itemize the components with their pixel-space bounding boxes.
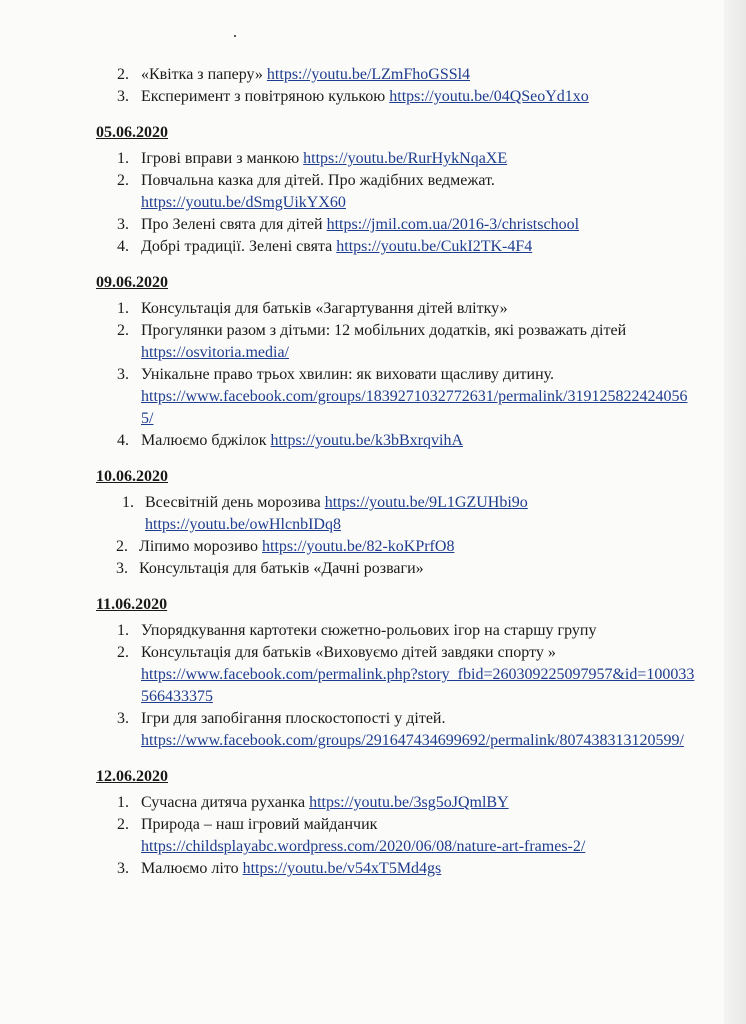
list-item <box>96 298 696 320</box>
item-link[interactable]: https://youtu.be/82-koKPrfO8 <box>262 538 455 555</box>
item-text: Консультація для батьків «Дачні розваги» <box>139 560 424 577</box>
item-text: Малюємо бджілок <box>141 432 267 449</box>
item-text: Природа – наш ігровий майданчик <box>141 816 378 833</box>
item-text: Добрі традиції. Зелені свята <box>141 238 333 255</box>
item-link[interactable]: https://www.facebook.com/groups/291647434699692/permalink/807438313120599/ <box>141 732 684 749</box>
item-link[interactable]: https://childsplayabc.wordpress.com/2020/06/08/nature-art-frames-2/ <box>141 838 586 855</box>
item-number: 1. <box>117 622 129 639</box>
item-list <box>96 792 696 880</box>
item-number: 3. <box>117 710 129 727</box>
item-number: 2. <box>116 538 128 555</box>
section-10-06-2020 <box>96 466 696 580</box>
item-list <box>96 64 696 108</box>
list-item <box>96 792 696 814</box>
item-link[interactable]: https://www.facebook.com/groups/1839271032772631/permalink/3191258224240565/ <box>141 388 688 427</box>
item-text: Ігрові вправи з манкою <box>141 150 300 167</box>
item-link[interactable]: https://osvitoria.media/ <box>141 344 289 361</box>
item-number: 4. <box>117 238 129 255</box>
item-text: Ліпимо морозиво <box>139 538 258 555</box>
list-item <box>96 364 696 430</box>
list-item <box>96 620 696 642</box>
item-number: 3. <box>117 366 129 383</box>
section-date: 10.06.2020 <box>96 468 168 485</box>
list-item <box>96 708 696 752</box>
item-number: 4. <box>117 432 129 449</box>
item-text: «Квітка з паперу» <box>141 66 263 83</box>
section-date: 09.06.2020 <box>96 274 168 291</box>
list-item <box>96 86 696 108</box>
item-link[interactable]: https://youtu.be/owHlcnbIDq8 <box>145 516 341 533</box>
item-link[interactable]: https://youtu.be/k3bBxrqvihA <box>270 432 463 449</box>
item-text: Консультація для батьків «Загартування дітей влітку» <box>141 300 508 317</box>
list-item <box>96 858 696 880</box>
page-edge-shadow <box>724 0 746 1024</box>
item-number: 1. <box>122 494 134 511</box>
item-text: Консультація для батьків «Виховуємо дітей завдяки спорту » <box>141 644 556 661</box>
item-text: Упорядкування картотеки сюжетно-рольових ігор на старшу групу <box>141 622 597 639</box>
item-link[interactable]: https://youtu.be/CukI2TK-4F4 <box>336 238 533 255</box>
item-text: Повчальна казка для дітей. Про жадібних ведмежат. <box>141 172 495 189</box>
item-number: 3. <box>117 216 129 233</box>
list-item <box>96 64 696 86</box>
list-item <box>96 814 696 858</box>
section-continued <box>96 64 696 108</box>
item-number: 1. <box>117 150 129 167</box>
item-number: 2. <box>117 816 129 833</box>
item-text: Малюємо літо <box>141 860 239 877</box>
list-item <box>96 642 696 708</box>
item-link[interactable]: https://youtu.be/v54xT5Md4gs <box>242 860 442 877</box>
item-text: Всесвітній день морозива <box>145 494 321 511</box>
section-11-06-2020 <box>96 594 696 752</box>
document-body <box>96 64 696 894</box>
item-number: 2. <box>117 66 129 83</box>
section-date: 12.06.2020 <box>96 768 168 785</box>
list-item <box>96 558 696 580</box>
item-list <box>96 298 696 452</box>
item-number: 3. <box>117 88 129 105</box>
item-number: 2. <box>117 322 129 339</box>
item-link[interactable]: https://jmil.com.ua/2016-3/christschool <box>326 216 580 233</box>
item-link[interactable]: https://youtu.be/LZmFhoGSSl4 <box>266 66 471 83</box>
item-number: 3. <box>116 560 128 577</box>
item-link[interactable]: https://youtu.be/RurHykNqaXE <box>303 150 508 167</box>
item-number: 2. <box>117 644 129 661</box>
list-item <box>96 536 696 558</box>
item-number: 1. <box>117 300 129 317</box>
list-item <box>96 236 696 258</box>
scan-speck <box>234 35 236 37</box>
item-link[interactable]: https://www.facebook.com/permalink.php?story_fbid=260309225097957&id=100033566433375 <box>141 666 695 705</box>
list-item <box>96 430 696 452</box>
list-item <box>96 170 696 214</box>
item-text: Унікальне право трьох хвилин: як виховати щасливу дитину. <box>141 366 555 383</box>
list-item <box>96 148 696 170</box>
item-text: Прогулянки разом з дітьми: 12 мобільних додатків, які розважать дітей <box>141 322 627 339</box>
section-09-06-2020 <box>96 272 696 452</box>
item-text: Про Зелені свята для дітей <box>141 216 323 233</box>
item-link[interactable]: https://youtu.be/3sg5oJQmlBY <box>309 794 509 811</box>
item-link[interactable]: https://youtu.be/dSmgUikYX60 <box>141 194 346 211</box>
list-item <box>96 214 696 236</box>
item-list <box>96 148 696 258</box>
item-list <box>96 620 696 752</box>
section-date: 05.06.2020 <box>96 124 168 141</box>
item-number: 3. <box>117 860 129 877</box>
list-item <box>96 492 696 536</box>
section-date: 11.06.2020 <box>96 596 168 613</box>
item-list <box>96 492 696 580</box>
item-text: Ігри для запобігання плоскостопості у дітей. <box>141 710 446 727</box>
item-link[interactable]: https://youtu.be/9L1GZUHbi9o <box>324 494 528 511</box>
list-item <box>96 320 696 364</box>
item-text: Сучасна дитяча руханка <box>141 794 306 811</box>
section-05-06-2020 <box>96 122 696 258</box>
item-link[interactable]: https://youtu.be/04QSeoYd1xo <box>389 88 589 105</box>
item-text: Експеримент з повітряною кулькою <box>141 88 386 105</box>
item-number: 1. <box>117 794 129 811</box>
section-12-06-2020 <box>96 766 696 880</box>
item-number: 2. <box>117 172 129 189</box>
